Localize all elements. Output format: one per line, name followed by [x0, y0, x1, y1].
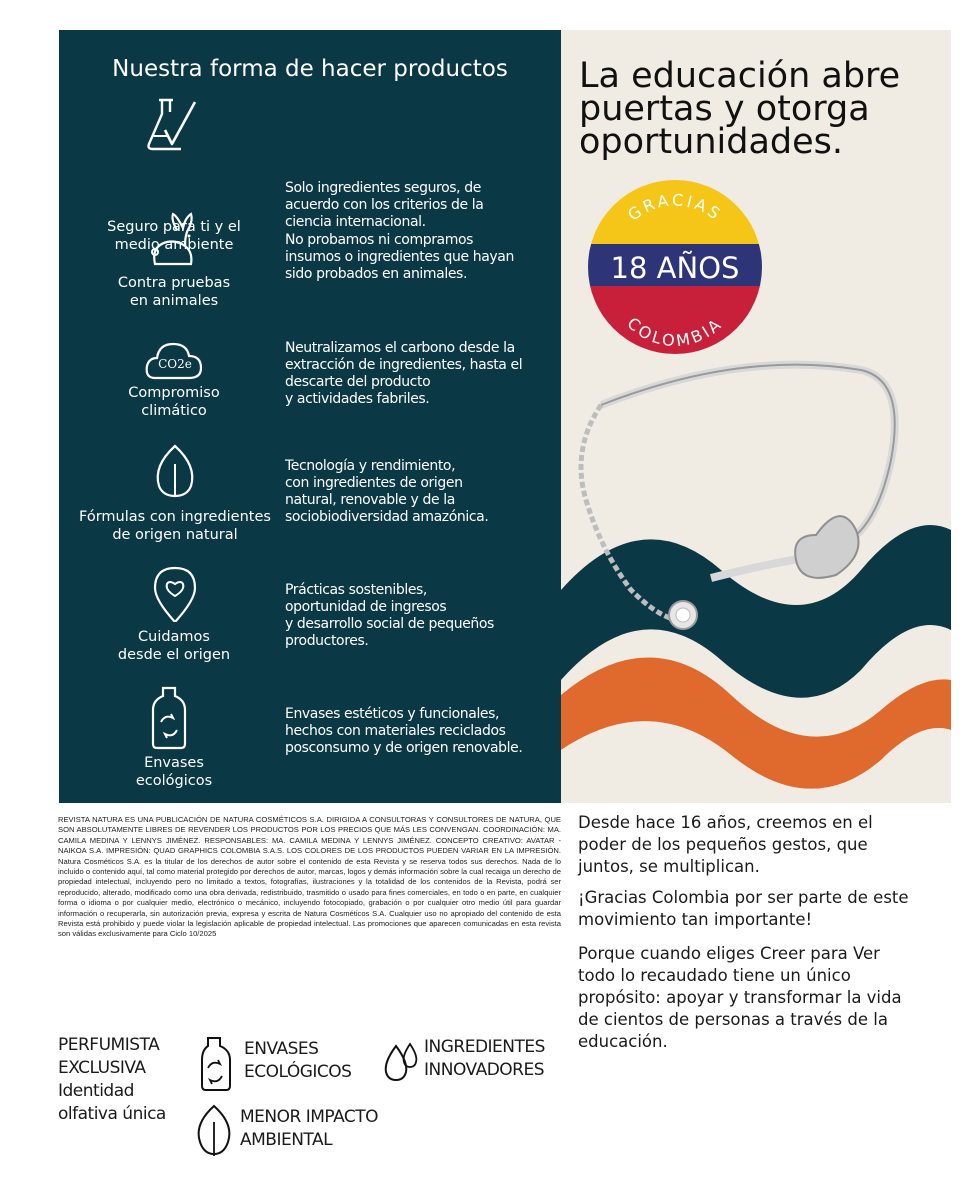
badge-line: MENOR IMPACTO [240, 1107, 379, 1127]
recycle-bottle-icon [149, 686, 209, 750]
feature-desc-line: posconsumo y de origen renovable. [285, 740, 523, 756]
paragraph-1 [578, 812, 928, 878]
feature-label-line: climático [141, 403, 207, 419]
promo-artwork [561, 30, 951, 803]
badge-line: ENVASES [244, 1039, 319, 1059]
ingredientes-badge [424, 1036, 545, 1082]
badge-bottom-text: COLOMBIA [623, 313, 727, 351]
leaf-icon [145, 442, 205, 498]
badge-line: EXCLUSIVA [58, 1058, 146, 1078]
feature-label-line: Compromiso [128, 385, 220, 401]
feature-desc-line: acuerdo con los criterios de la [285, 197, 484, 213]
feature-desc-line: extracción de ingredientes, hasta el [285, 357, 523, 373]
text-line: todo lo recaudado tiene un único [578, 966, 851, 985]
feature-desc-line: y desarrollo social de pequeños [285, 616, 494, 632]
badge-middle-text: 18 AÑOS [610, 251, 740, 285]
promo-panel [561, 30, 951, 803]
text-line: juntos, se multiplican. [578, 857, 760, 876]
badge-line: AMBIENTAL [240, 1130, 333, 1150]
feature-label-line: de origen natural [112, 527, 238, 543]
feature-desc-line: natural, renovable y de la [285, 492, 455, 508]
feature-label-line: Contra pruebas [117, 275, 231, 291]
feature-desc-line: Tecnología y rendimiento, [285, 458, 456, 474]
leaf-icon [194, 1104, 234, 1158]
text-line: poder de los pequeños gestos, que [578, 835, 868, 854]
product-values-panel [59, 30, 561, 803]
feature-desc-line: ciencia internacional. [285, 214, 426, 230]
drops-icon [382, 1040, 422, 1084]
headline-line: puertas y otorga [579, 89, 870, 129]
text-line: movimiento tan importante! [578, 910, 813, 929]
legal-text: REVISTA NATURA ES UNA PUBLICACIÓN DE NATURA COSMÉTICOS S.A. DIRIGIDA A CONSULTORAS Y CONSULTORES DE NATURA, QUE SON ABSOLUTAMENTE LIBRES DE REVENDER LOS PRODUCTOS POR LOS PRECIOS QUE MÁS LES CONVENGAN. COORDINACIÓN: MA. CAMILA MEDINA Y LENNYS JIMÉNEZ. RESPONSABLES: MA. CAMILA MEDINA Y LENNYS JIMÉNEZ. CONCEPTO CREATIVO: AVATAR - NAIKOA S.A. IMPRESIÓN: QUAD GRAPHICS COLOMBIA S.A.S. LOS COLORES DE LOS PRODUCTOS PUEDEN VARIAR EN LA IMPRESIÓN. Natura Cosméticos S.A. es la titular de los derechos de autor sobre el contenido de esta Revista y se reserva todos sus derechos. Nada de lo incluido o contenido aquí, tal como material protegido por derechos de autor, marcas, logos y demás información sobre la cual recaiga un derecho de propiedad intelectual, incluyendo pero no limitado a textos, fotografías, ilustraciones y la totalidad de los contenidos de la Revista, podrá ser reproducido, alterado, modificado como una obra derivada, redistribuido, trasmitido o usado para fines comerciales, en todo o en parte, en cualquier forma o idioma o por cualquier medio, electrónico o mecánico, incluyendo fotocopiado, grabación o por cualquier otro medio útil para guardar información o recuperarla, sin autorización previa, expresa y escrita de Natura Cosméticos S.A. Cualquier uso no apropiado del contenido de esta Revista está prohibido y puede violar la legislación aplicable de propiedad intelectual. Las promociones que aparecen comunicadas en esta revista son válidas exclusivamente para Ciclo 10/2025 [58, 815, 561, 939]
feature-desc-line: hechos con materiales reciclados [285, 723, 506, 739]
text-line: ¡Gracias Colombia por ser parte de este [578, 888, 909, 907]
badge-line: Identidad [58, 1081, 134, 1101]
badge-line: PERFUMISTA [58, 1035, 160, 1055]
flask-check-icon [145, 96, 205, 152]
feature-desc-line: No probamos ni compramos [285, 232, 474, 248]
feature-desc-line: Envases estéticos y funcionales, [285, 706, 500, 722]
headline-line: La educación abre [579, 56, 901, 96]
headline-line: oportunidades. [579, 122, 844, 162]
text-line: educación. [578, 1032, 668, 1051]
text-line: de cientos de personas a través de la [578, 1010, 888, 1029]
panel-title: Nuestra forma de hacer productos [112, 56, 508, 82]
feature-label-line: Fórmulas con ingredientes [79, 509, 271, 525]
feature-desc-line: Solo ingredientes seguros, de [285, 180, 481, 196]
feature-label-line: Envases [144, 755, 204, 771]
feature-desc-line: Neutralizamos el carbono desde la [285, 340, 515, 356]
feature-label-line: en animales [129, 293, 219, 309]
badge-line: INGREDIENTES [424, 1037, 545, 1057]
rabbit-icon [145, 212, 205, 268]
paragraph-3 [578, 943, 928, 1053]
feature-label-line: medio ambiente [114, 237, 234, 253]
feature-desc-line: sido probados en animales. [285, 266, 467, 282]
feature-desc-line: con ingredientes de origen [285, 475, 463, 491]
feature-label-line: ecológicos [135, 773, 213, 789]
feature-desc-line: productores. [285, 633, 369, 649]
feature-desc-line: descarte del producto [285, 374, 431, 390]
feature-label-line: desde el origen [117, 647, 231, 663]
badge-line: INNOVADORES [424, 1060, 545, 1080]
cloud-co2-icon [145, 330, 205, 386]
perfumista-badge [58, 1034, 166, 1126]
heart-pin-icon [145, 566, 205, 622]
impacto-badge [240, 1106, 378, 1152]
badge-line: ECOLÓGICOS [244, 1062, 352, 1082]
paragraph-2 [578, 887, 928, 931]
feature-label-line: Seguro para ti y el [107, 219, 241, 235]
badge-line: olfativa única [58, 1104, 166, 1124]
feature-desc-line: insumos o ingredientes que hayan [285, 249, 514, 265]
feature-desc-line: y actividades fabriles. [285, 391, 430, 407]
feature-desc-line: Prácticas sostenibles, [285, 582, 427, 598]
recycle-bottle-icon [198, 1036, 238, 1092]
badge-top-text: GRACIAS [624, 190, 726, 225]
co2-text: CO2e [158, 357, 192, 371]
feature-desc-line: sociobiodiversidad amazónica. [285, 509, 489, 525]
text-line: Porque cuando eliges Creer para Ver [578, 944, 880, 963]
envases-badge [244, 1038, 351, 1084]
feature-desc-line: oportunidad de ingresos [285, 599, 447, 615]
text-line: propósito: apoyar y transformar la vida [578, 988, 902, 1007]
text-line: Desde hace 16 años, creemos en el [578, 813, 873, 832]
feature-label-line: Cuidamos [138, 629, 210, 645]
